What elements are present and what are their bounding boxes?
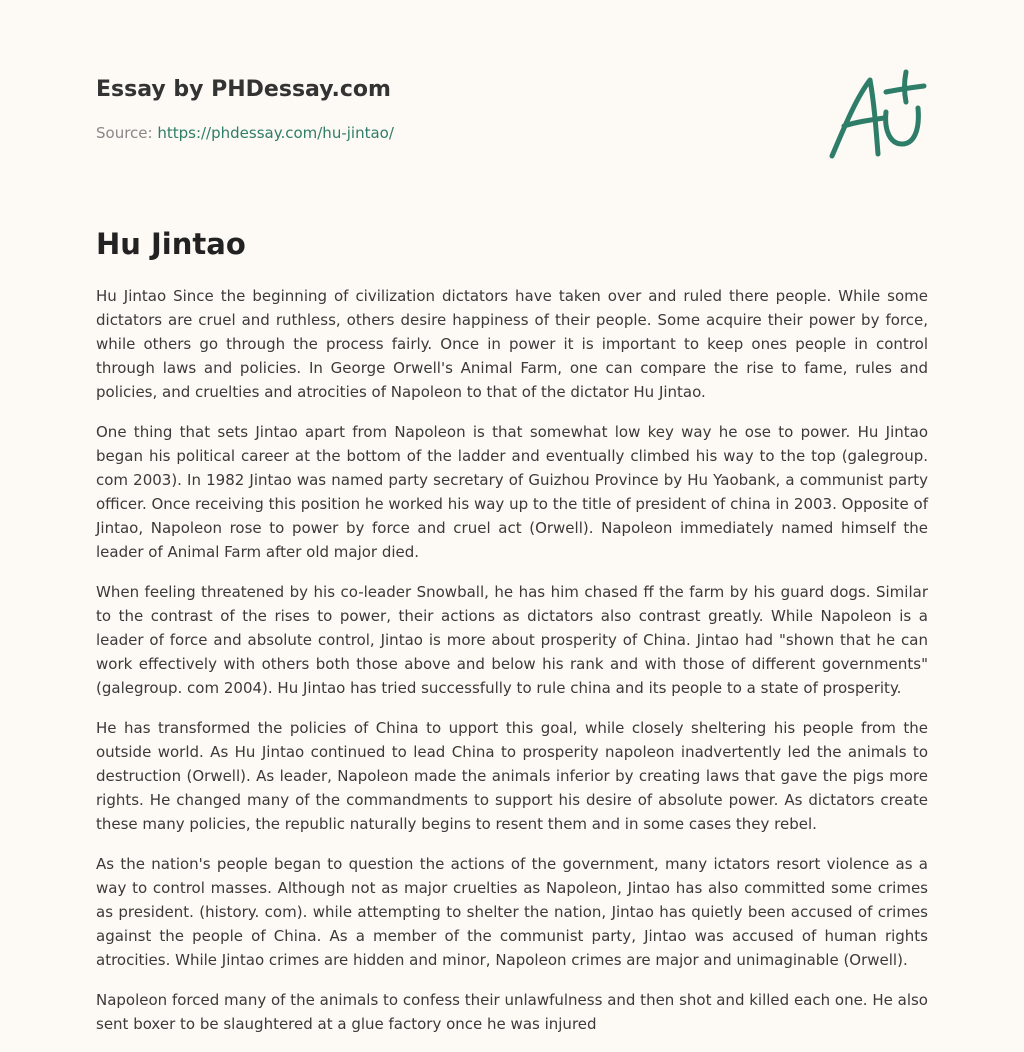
source-link[interactable]: https://phdessay.com/hu-jintao/ — [157, 124, 394, 142]
essay-paragraph: Hu Jintao Since the beginning of civilization dictators have taken over and ruled there people. While some dictators are cruel and ruthless, others desire happiness of their people. Some acquire their power by force, while others go through the process fairly. Once in power it is important to keep ones people in control through laws and policies. In George Orwell's Animal Farm, one can compare the rise to fame, rules and policies, and cruelties and atrocities of Napoleon to that of the dictator Hu Jintao. — [96, 287, 928, 401]
essay-title: Hu Jintao — [96, 227, 246, 261]
source-line — [96, 122, 394, 144]
essay-paragraph: As the nation's people began to question the actions of the government, many ictators resort violence as a way to control masses. Although not as major cruelties as Napoleon, Jintao has also committed some crimes as president. (history. com). while attempting to shelter the nation, Jintao has quietly been accused of crimes against the people of China. As a member of the communist party, Jintao was accused of human rights atrocities. While Jintao crimes are hidden and minor, Napoleon crimes are major and unimaginable (Orwell). — [96, 855, 928, 969]
a-plus-logo-icon — [824, 68, 928, 164]
essay-paragraph: One thing that sets Jintao apart from Napoleon is that somewhat low key way he ose to power. Hu Jintao began his political career at the bottom of the ladder and eventually climbed his way to the top (galegroup. com 2003). In 1982 Jintao was named party secretary of Guizhou Province by Hu Yaobank, a communist party officer. Once receiving this position he worked his way up to the title of president of china in 2003. Opposite of Jintao, Napoleon rose to power by force and cruel act (Orwell). Napoleon immediately named himself the leader of Animal Farm after old major died. — [96, 423, 928, 561]
source-label: Source: — [96, 124, 158, 142]
essay-body — [96, 284, 928, 1052]
essay-paragraph: Napoleon forced many of the animals to confess their unlawfulness and then shot and killed each one. He also sent boxer to be slaughtered at a glue factory once he was injured — [96, 991, 928, 1033]
brand-title: Essay by PHDessay.com — [96, 77, 391, 102]
essay-paragraph: When feeling threatened by his co-leader Snowball, he has him chased ff the farm by his guard dogs. Similar to the contrast of the rises to power, their actions as dictators also contrast greatly. While Napoleon is a leader of force and absolute control, Jintao is more about prosperity of China. Jintao had "shown that he can work effectively with others both those above and below his rank and with those of different governments" (galegroup. com 2004). Hu Jintao has tried successfully to rule china and its people to a state of prosperity. — [96, 583, 928, 697]
essay-paragraph: He has transformed the policies of China to upport this goal, while closely sheltering his people from the outside world. As Hu Jintao continued to lead China to prosperity napoleon inadvertently led the animals to destruction (Orwell). As leader, Napoleon made the animals inferior by creating laws that gave the pigs more rights. He changed many of the commandments to support his desire of absolute power. As dictators create these many policies, the republic naturally begins to resent them and in some cases they rebel. — [96, 719, 928, 833]
page-header — [96, 74, 928, 184]
